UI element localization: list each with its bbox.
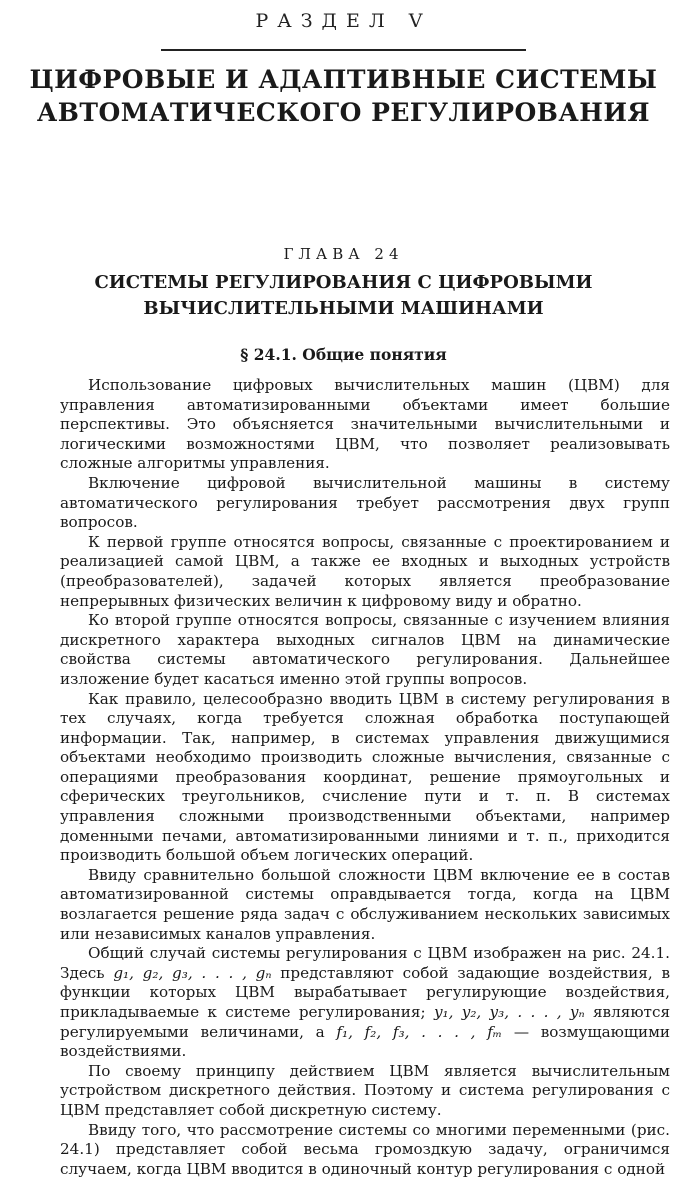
paragraph: Включение цифровой вычислительной машины в систему автоматического регулирования требует рассмотрения двух групп вопросов. (60, 473, 670, 532)
paragraph: К первой группе относятся вопросы, связанные с проектированием и реализацией самой ЦВМ, а также ее входных и выходных устройств (преобразователей), задачей которых является преобразование непрерывных физических величин к цифровому виду и обратно. (60, 532, 670, 610)
section-heading: § 24.1. Общие понятия (240, 345, 447, 364)
text-run: — возмущающими воздействиями. (60, 1022, 671, 1061)
paragraph: Ввиду сравнительно большой сложности ЦВМ включение ее в состав автоматизированной системы оправдывается тогда, когда на ЦВМ возлагается решение ряда задач с обслуживанием нескольких зависимых или независимых каналов управления. (60, 865, 670, 943)
paragraph: Как правило, целесообразно вводить ЦВМ в систему регулирования в тех случаях, когда требуется сложная обработка поступающей информации. Так, например, в системах управления движущимися объектами необходимо производить сложные вычисления, связанные с операциями преобразования координат, решение прямоугольных и сферических треугольников, счисление пути и т. п. В системах управления сложными производственными объектами, например доменными печами, автоматизированными линиями и т. п., приходится производить большой объем логических операций. (60, 689, 670, 865)
chapter-title (0, 270, 687, 322)
body-text (60, 376, 670, 1179)
section-label: РАЗДЕЛ V (255, 10, 432, 32)
paragraph: Ко второй группе относятся вопросы, связанные с изучением влияния дискретного характера выходных сигналов ЦВМ на динамические свойства системы автоматического регулирования. Дальнейшее изложение будет касаться именно этой группы вопросов. (60, 611, 670, 688)
text-run: Общий случай системы регулирования с ЦВМ изображен на рис. 24.1. Здесь (60, 944, 670, 982)
part-title-line-2: АВТОМАТИЧЕСКОГО РЕГУЛИРОВАНИЯ (36, 98, 651, 127)
paragraph: Ввиду того, что рассмотрение системы со многими переменными (рис. 24.1) представляет собой весьма громоздкую задачу, ограничимся случаем, когда ЦВМ вводится в одиночный контур регулирования с одной (60, 1120, 670, 1178)
chapter-label: ГЛАВА 24 (283, 245, 404, 263)
chapter-title-line-2: ВЫЧИСЛИТЕЛЬНЫМИ МАШИНАМИ (143, 298, 544, 319)
math-f-list: f₁, f₂, f₃, . . . , fₘ (336, 1022, 503, 1041)
math-y-list: y₁, y₂, y₃, . . . , yₙ (433, 1003, 585, 1021)
part-title (0, 63, 687, 129)
section-divider (161, 49, 526, 51)
paragraph: По своему принципу действием ЦВМ является вычислительным устройством дискретного действия. Поэтому и система регулирования с ЦВМ представляет собой дискретную систему. (60, 1061, 670, 1119)
part-title-line-1: ЦИФРОВЫЕ И АДАПТИВНЫЕ СИСТЕМЫ (29, 65, 658, 94)
text-run: представляют собой задающие воздействия, в функции которых ЦВМ вырабатывает регулирующие воздействия, прикладываемые к системе регулирования; (60, 963, 670, 1021)
paragraph: Использование цифровых вычислительных машин (ЦВМ) для управления автоматизированными объектами имеет большие перспективы. Это объясняется значительными вычислительными и логическими возможностями ЦВМ, что позволяет реализовывать сложные алгоритмы управления. (60, 376, 670, 473)
text-run: являются регулируемыми величинами, а (60, 1003, 671, 1041)
math-g-list: g₁, g₂, g₃, . . . , gₙ (113, 963, 272, 982)
chapter-title-line-1: СИСТЕМЫ РЕГУЛИРОВАНИЯ С ЦИФРОВЫМИ (94, 272, 593, 293)
paragraph-with-math (60, 944, 670, 1062)
